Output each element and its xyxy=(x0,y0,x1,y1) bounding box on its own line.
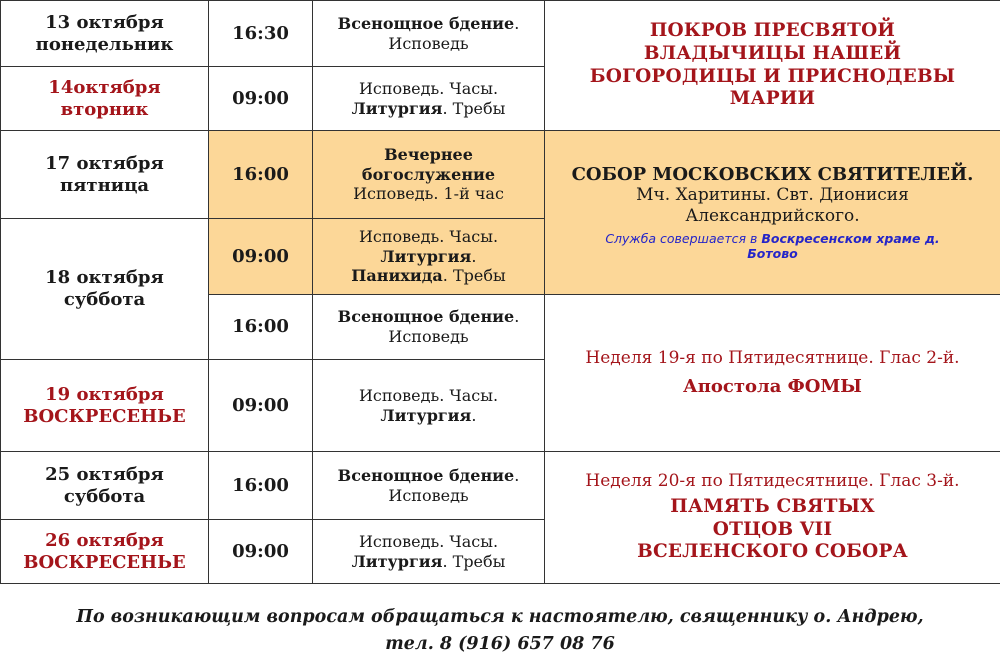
footer-phone: тел. 8 (916) 657 08 76 xyxy=(385,634,615,654)
date-cell: 17 октября пятница xyxy=(1,131,209,219)
feast-week19: Неделя 19-я по Пятидесятнице. Глас 2-й. Апостола ФОМЫ xyxy=(545,295,1000,452)
time-cell: 09:00 xyxy=(209,67,313,131)
service-cell: Всенощное бдение. Исповедь xyxy=(313,295,545,360)
service-cell: Всенощное бдение. Исповедь xyxy=(313,1,545,67)
table-row xyxy=(1,131,1000,219)
date-cell: 14октября вторник xyxy=(1,67,209,131)
date-cell: 18 октября суббота xyxy=(1,219,209,360)
table-row xyxy=(1,1,1000,67)
feast-week20: Неделя 20-я по Пятидесятнице. Глас 3-й. ПАМЯТЬ СВЯТЫХ ОТЦОВ VII ВСЕЛЕНСКОГО СОБОРА xyxy=(545,452,1000,584)
time-cell: 16:00 xyxy=(209,295,313,360)
time-cell: 16:30 xyxy=(209,1,313,67)
feast-sobor: СОБОР МОСКОВСКИХ СВЯТИТЕЛЕЙ. Мч. Харитины. Свт. Дионисия Александрийского. Служба совершается в Воскресенском храме д. Ботово xyxy=(545,131,1000,295)
time-cell: 09:00 xyxy=(209,520,313,584)
date-cell: 26 октября ВОСКРЕСЕНЬЕ xyxy=(1,520,209,584)
feast-pokrov: ПОКРОВ ПРЕСВЯТОЙ ВЛАДЫЧИЦЫ НАШЕЙ БОГОРОДИЦЫ И ПРИСНОДЕВЫ МАРИИ xyxy=(545,1,1000,131)
date-cell: 13 октября понедельник xyxy=(1,1,209,67)
date-cell: 25 октября суббота xyxy=(1,452,209,520)
time-cell: 09:00 xyxy=(209,219,313,295)
date-cell: 19 октября ВОСКРЕСЕНЬЕ xyxy=(1,360,209,452)
service-location-note: Служба совершается в Воскресенском храме д. Ботово xyxy=(605,230,940,262)
time-cell: 16:00 xyxy=(209,452,313,520)
footer-line-1: По возникающим вопросам обращаться к настоятелю, священнику о. Андрею, xyxy=(76,607,924,627)
time-cell: 09:00 xyxy=(209,360,313,452)
time-cell: 16:00 xyxy=(209,131,313,219)
service-cell: Исповедь. Часы. Литургия. Требы xyxy=(313,520,545,584)
table-row xyxy=(1,452,1000,520)
contact-footer xyxy=(0,604,1000,658)
service-cell: Исповедь. Часы. Литургия. Панихида. Требы xyxy=(313,219,545,295)
service-cell: Вечернее богослужение Исповедь. 1-й час xyxy=(313,131,545,219)
service-cell: Всенощное бдение. Исповедь xyxy=(313,452,545,520)
service-cell: Исповедь. Часы. Литургия. xyxy=(313,360,545,452)
service-cell: Исповедь. Часы. Литургия. Требы xyxy=(313,67,545,131)
